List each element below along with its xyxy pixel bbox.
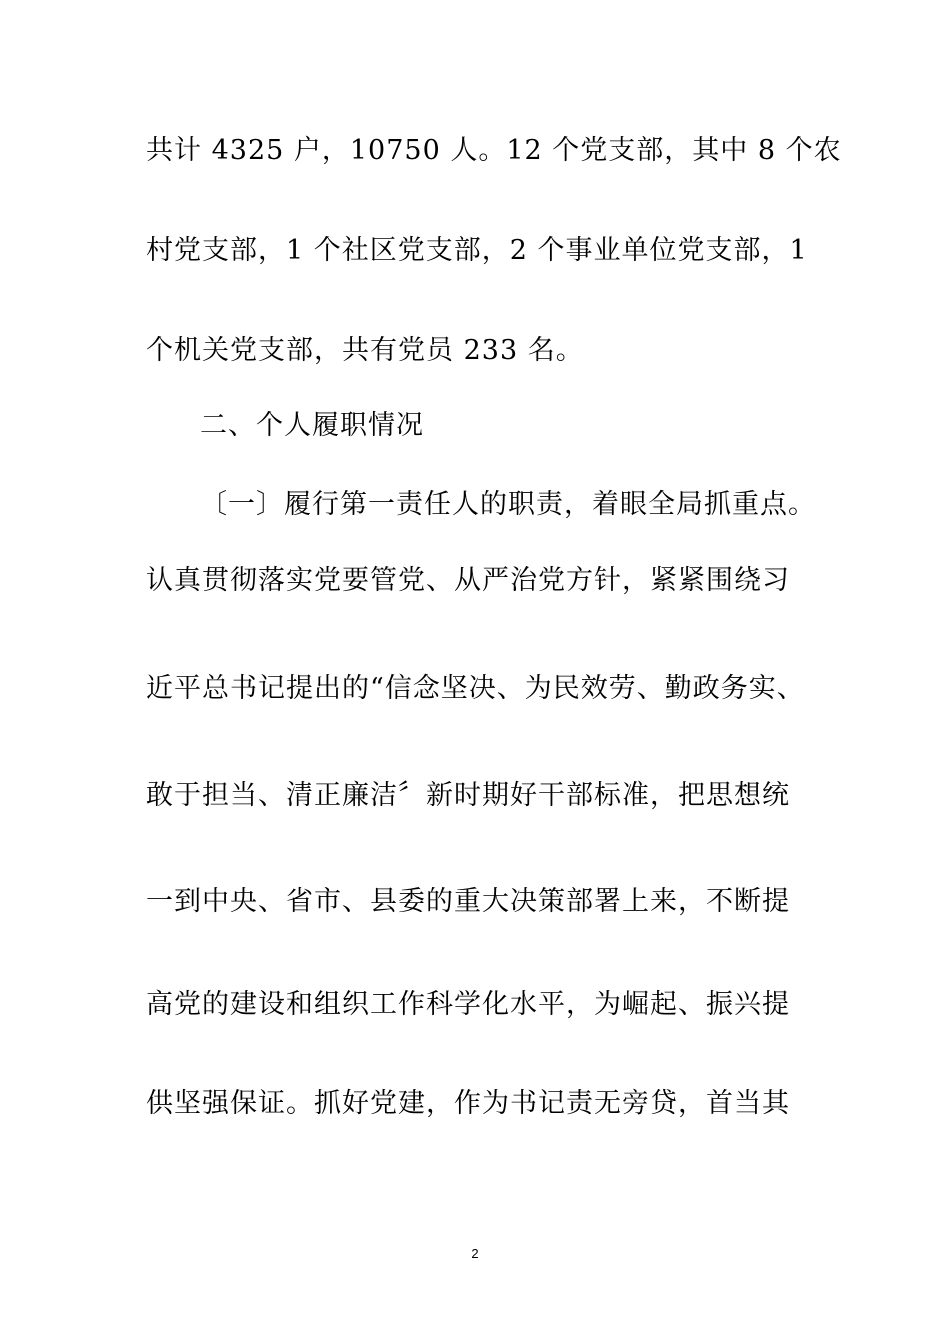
page-number: 2 <box>471 1246 479 1261</box>
paragraph-line: 敢于担当、清正廉洁〞新时期好干部标准，把思想统 <box>146 780 790 811</box>
paragraph-line: 个机关党支部，共有党员 233 名。 <box>146 335 584 366</box>
paragraph-line: 村党支部，1 个社区党支部，2 个事业单位党支部，1 <box>146 235 808 266</box>
paragraph-line: 供坚强保证。抓好党建，作为书记责无旁贷，首当其 <box>146 1088 790 1119</box>
paragraph-line: 一到中央、省市、县委的重大决策部署上来，不断提 <box>146 886 790 917</box>
paragraph-line: 近平总书记提出的“信念坚决、为民效劳、勤政务实、 <box>146 673 805 704</box>
paragraph-line: 高党的建设和组织工作科学化水平，为崛起、振兴提 <box>146 989 790 1020</box>
paragraph-line: 认真贯彻落实党要管党、从严治党方针，紧紧围绕习 <box>146 565 790 596</box>
subsection-heading: 〔一〕履行第一责任人的职责，着眼全局抓重点。 <box>200 489 816 520</box>
section-heading: 二、个人履职情况 <box>200 410 424 441</box>
paragraph-line: 共计 4325 户，10750 人。12 个党支部，其中 8 个农 <box>146 135 842 166</box>
